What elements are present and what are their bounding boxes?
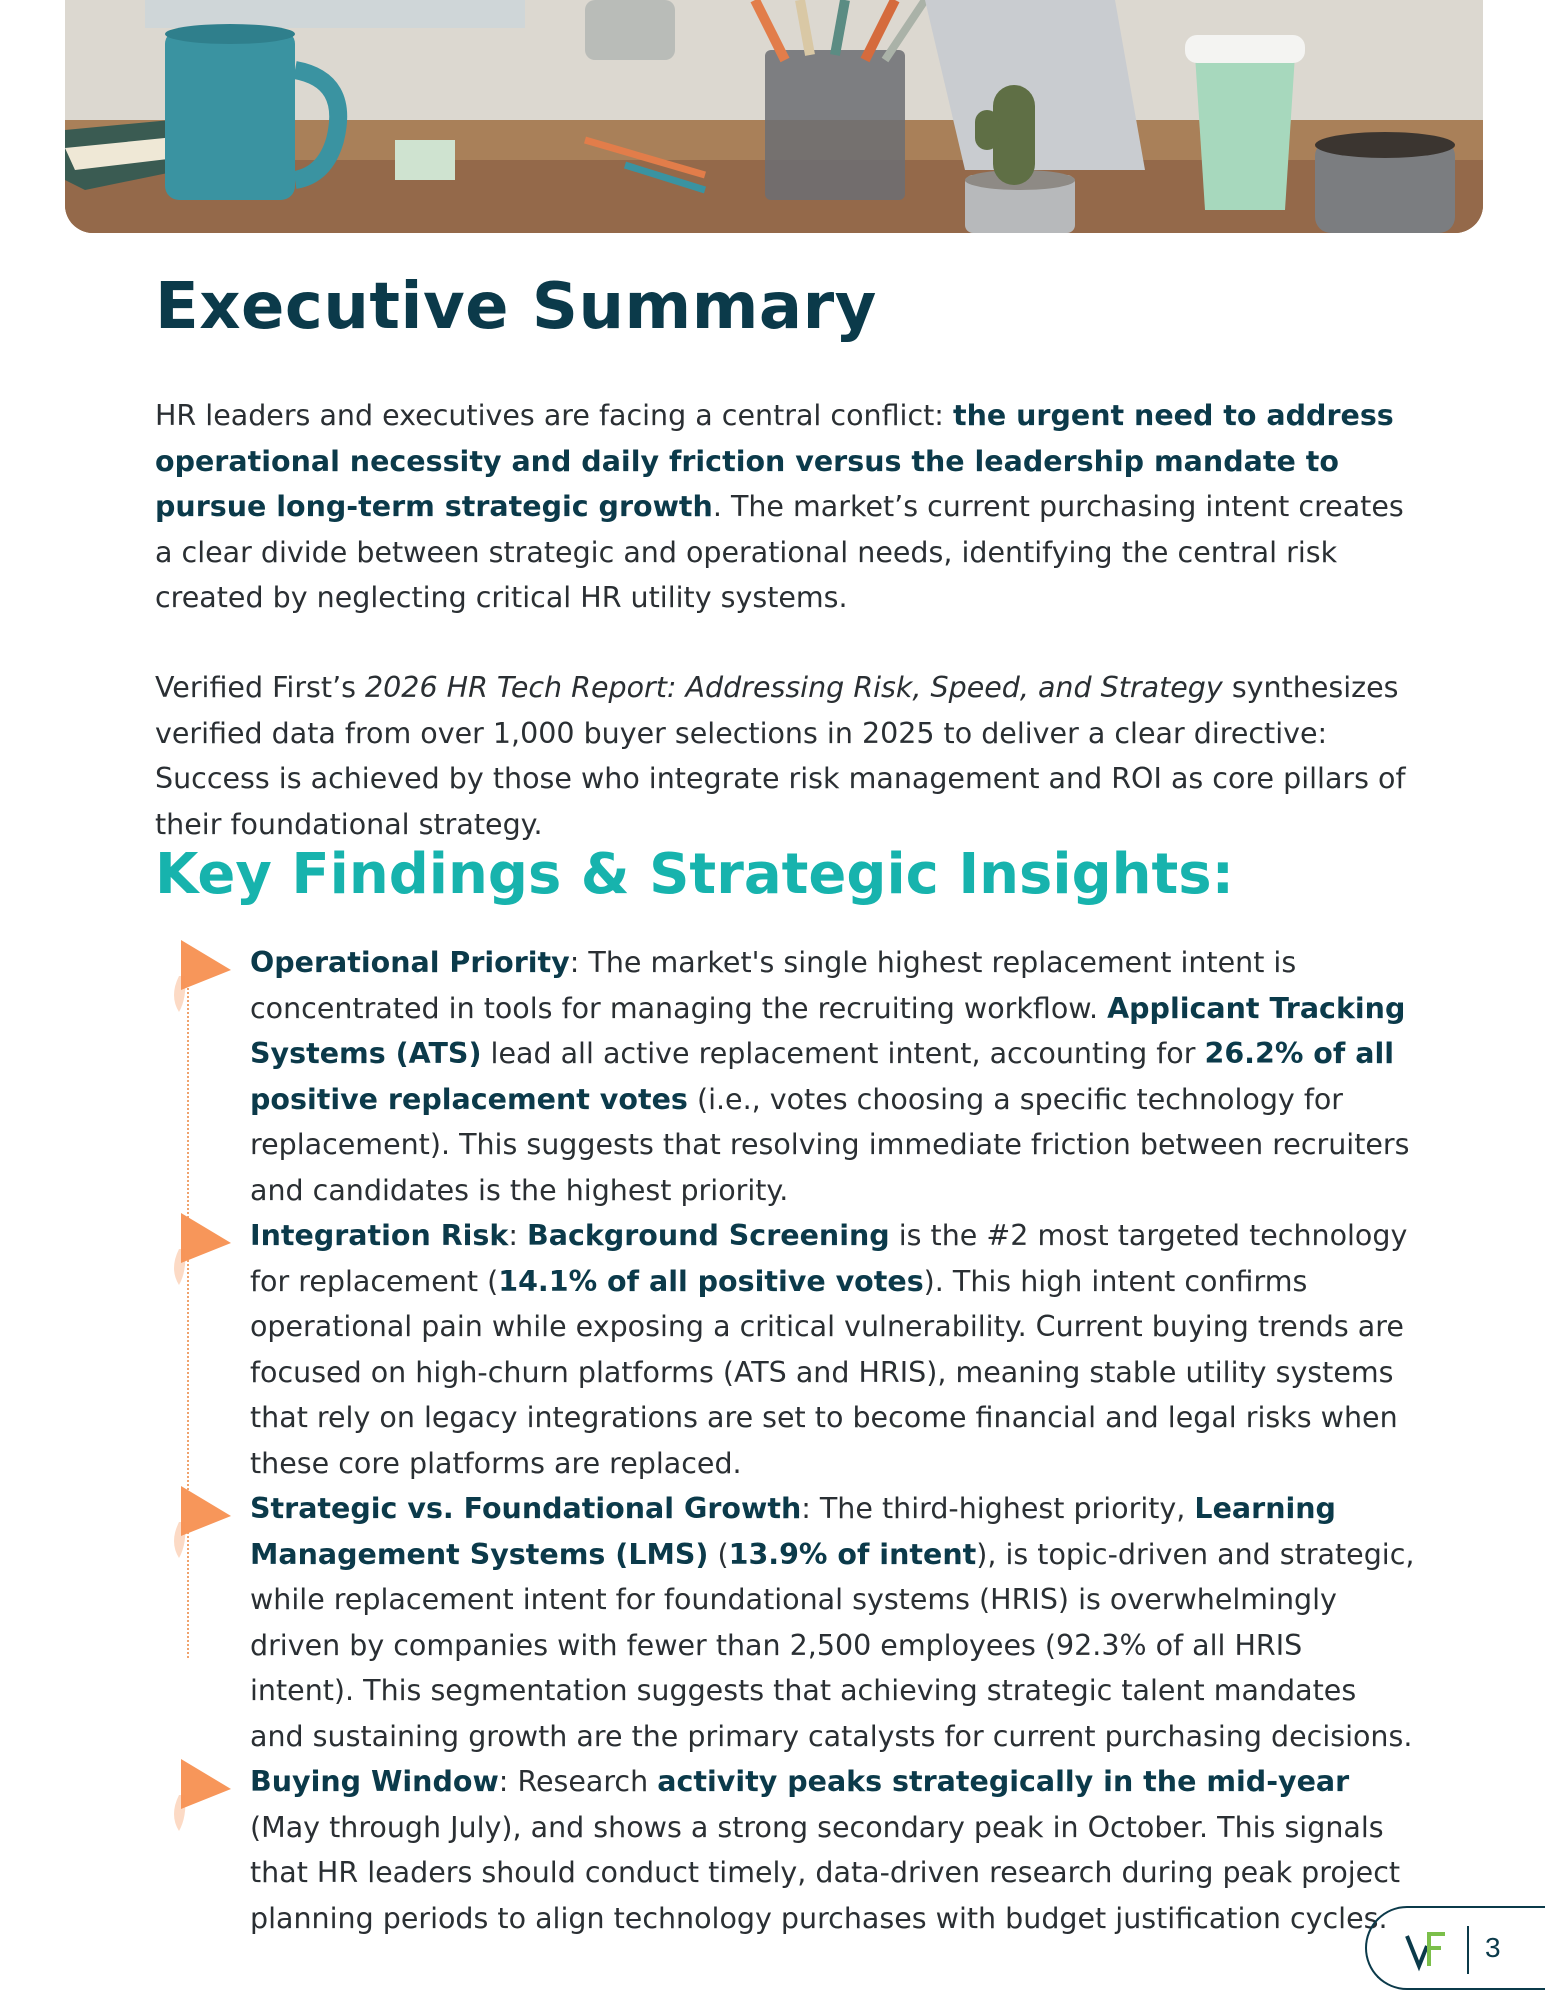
finding-highlight: activity peaks strategically in the mid-year xyxy=(657,1765,1350,1798)
finding-highlight: 13.9% of intent xyxy=(728,1537,977,1571)
finding-label: Operational Priority xyxy=(250,946,570,979)
badge-divider xyxy=(1467,1926,1469,1974)
finding-item xyxy=(155,1486,1415,1759)
finding-text xyxy=(250,1213,1415,1486)
finding-text xyxy=(250,940,1415,1213)
intro-text: synthesizes verified data from over 1,000 buyer selections in 2025 to deliver a clear directive: Success is achieved by those who integrate risk management and ROI as core pillars of their foundational strategy. xyxy=(155,671,1406,841)
triangle-marker-icon xyxy=(165,1759,235,1831)
finding-body: lead all active replacement intent, accounting for xyxy=(481,1037,1205,1070)
finding-body: ). This high intent confirms operational pain while exposing a critical vulnerability. Current buying trends are focused on high-churn platforms (ATS and HRIS), meaning stable utility systems that rely on legacy integrations are set to become financial and legal risks when these core platforms are replaced. xyxy=(250,1264,1404,1480)
intro-paragraph-1 xyxy=(155,393,1410,621)
finding-body: ( xyxy=(708,1537,729,1571)
triangle-marker-icon xyxy=(165,1213,235,1285)
finding-body: : xyxy=(508,1219,528,1252)
triangle-marker-icon xyxy=(165,1486,235,1558)
key-findings-heading: Key Findings & Strategic Insights: xyxy=(155,842,1235,907)
report-title: 2026 HR Tech Report: Addressing Risk, Speed, and Strategy xyxy=(365,671,1223,704)
hero-photo xyxy=(65,0,1483,233)
finding-label: Buying Window xyxy=(250,1765,499,1798)
intro-text: HR leaders and executives are facing a central conflict: xyxy=(155,399,953,432)
intro-text: Verified First’s xyxy=(155,671,366,704)
finding-item xyxy=(155,1213,1415,1486)
intro-text: . The market’s current purchasing intent creates a clear divide between strategic and operational needs, identifying the central risk created by neglecting critical HR utility systems. xyxy=(155,490,1404,614)
finding-item xyxy=(155,1759,1415,1941)
finding-body: is the #2 most targeted technology for replacement ( xyxy=(250,1219,1408,1298)
findings-list xyxy=(155,940,1415,1941)
finding-body: (May through July), and shows a strong secondary peak in October. This signals that HR leaders should conduct timely, data-driven research during peak project planning periods to align technology purchases with budget justification cycles. xyxy=(250,1810,1401,1935)
finding-item xyxy=(155,940,1415,1213)
finding-text xyxy=(250,1759,1415,1941)
finding-highlight: 26.2% of all positive replacement votes xyxy=(250,1037,1394,1116)
desk-scene-illustration xyxy=(65,0,1483,233)
finding-highlight: 14.1% of all positive votes xyxy=(498,1264,924,1298)
verified-first-logo-icon xyxy=(1405,1928,1449,1972)
finding-highlight: Applicant Tracking Systems (ATS) xyxy=(250,991,1406,1070)
finding-label: Integration Risk xyxy=(250,1219,509,1252)
intro-highlight: the urgent need to address operational necessity and daily friction versus the leadership mandate to pursue long-term strategic growth xyxy=(155,399,1394,523)
page-number-badge xyxy=(1365,1906,1545,1990)
finding-body: (i.e., votes choosing a specific technology for replacement). This suggests that resolving immediate friction between recruiters and candidates is the highest priority. xyxy=(250,1082,1410,1207)
finding-body: : The market's single highest replacement intent is concentrated in tools for managing the recruiting workflow. xyxy=(250,946,1297,1025)
finding-highlight: Learning Management Systems (LMS) xyxy=(250,1492,1336,1571)
triangle-marker-icon xyxy=(165,940,235,1012)
intro-paragraph-2 xyxy=(155,665,1410,847)
finding-body: : Research xyxy=(498,1765,658,1798)
finding-body: ), is topic-driven and strategic, while replacement intent for foundational systems (HRIS) is overwhelmingly driven by companies with fewer than 2,500 employees (92.3% of all HRIS intent). This segmentation suggests that achieving strategic talent mandates and sustaining growth are the primary catalysts for current purchasing decisions. xyxy=(250,1537,1415,1753)
finding-text xyxy=(250,1486,1415,1759)
page-title: Executive Summary xyxy=(155,270,877,344)
finding-label: Strategic vs. Foundational Growth xyxy=(250,1492,802,1525)
finding-highlight: Background Screening xyxy=(527,1219,890,1252)
finding-body: : The third-highest priority, xyxy=(801,1492,1195,1525)
page-number: 3 xyxy=(1485,1932,1501,1963)
